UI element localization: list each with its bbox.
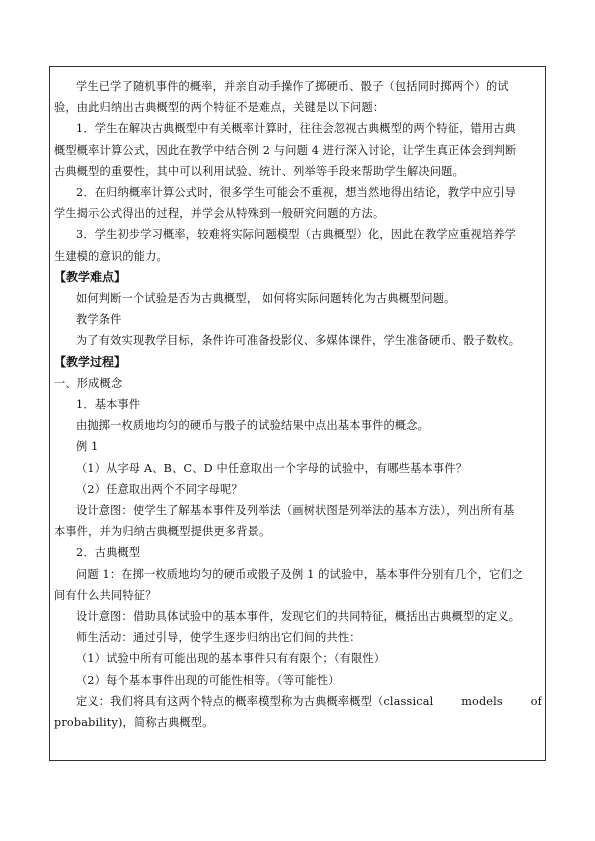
paragraph-point1-line-2: 概型概率计算公式，因此在教学中结合例 2 与问题 4 进行深入讨论，让学生真正体会到判断 bbox=[54, 143, 517, 157]
example-label: 例 1 bbox=[76, 440, 99, 454]
definition-line-1 bbox=[54, 691, 542, 712]
example-question-2: （2）任意取出两个不同字母呢？ bbox=[76, 482, 243, 496]
paragraph-point2-line-2: 学生揭示公式得出的过程，并学会从特殊到一般研究问题的方法。 bbox=[54, 207, 385, 221]
document-body bbox=[54, 76, 542, 733]
trait-finiteness: （1）试验中所有可能出现的基本事件只有有限个；（有限性） bbox=[76, 652, 386, 666]
paragraph-point1-line-1: 1．学生在解决古典概型中有关概率计算时，往往会忽视古典概型的两个特征，错用古典 bbox=[76, 122, 517, 136]
teacher-student-activity: 师生活动：通过引导，使学生逐步归纳出它们间的共性： bbox=[76, 631, 361, 645]
paragraph-intro-line-2: 验，由此归纳出古典概型的两个特征不是难点，关键是以下问题： bbox=[54, 101, 385, 115]
subheading-classical-model: 2．古典概型 bbox=[76, 546, 141, 560]
part-forming-concept: 一、形成概念 bbox=[54, 376, 123, 390]
conditions-label: 教学条件 bbox=[76, 313, 122, 327]
trait-equal-likelihood: （2）每个基本事件出现的可能性相等。（等可能性） bbox=[76, 673, 340, 687]
paragraph-point3-line-2: 生建模的意识的能力。 bbox=[54, 249, 168, 263]
definition-part-2: models bbox=[461, 694, 503, 708]
difficulty-text: 如何判断一个试验是否为古典概型， 如何将实际问题转化为古典概型问题。 bbox=[76, 292, 456, 306]
paragraph-point3-line-1: 3．学生初步学习概率，较难将实际问题模型（古典概型）化，因此在教学应重视培养学 bbox=[76, 228, 517, 242]
definition-part-3: of bbox=[530, 694, 542, 708]
heading-teaching-process: 【教学过程】 bbox=[54, 354, 127, 369]
basic-event-text: 由抛掷一枚质地均匀的硬币与骰子的试验结果中点出基本事件的概念。 bbox=[76, 419, 430, 433]
question-1-line-2: 间有什么共同特征？ bbox=[54, 588, 157, 602]
heading-teaching-difficulty: 【教学难点】 bbox=[54, 269, 127, 284]
design-intent-1-line-1: 设计意图：使学生了解基本事件及列举法（画树状图是列举法的基本方法），列出所有基 bbox=[76, 504, 515, 518]
question-1-line-1: 问题 1：在掷一枚质地均匀的硬币或骰子及例 1 的试验中，基本事件分别有几个，它们之 bbox=[76, 567, 524, 581]
design-intent-2: 设计意图：借助具体试验中的基本事件，发现它们的共同特征，概括出古典概型的定义。 bbox=[76, 610, 521, 624]
paragraph-point2-line-1: 2．在归纳概率计算公式时，很多学生可能会不重视，想当然地得出结论，教学中应引导 bbox=[76, 186, 517, 200]
paragraph-intro-line-1: 学生已学了随机事件的概率，并亲自动手操作了掷硬币、骰子（包括同时掷两个）的试 bbox=[76, 80, 509, 93]
paragraph-point1-line-3: 古典概型的重要性，其中可以利用试验、统计、列举等手段来帮助学生解决问题。 bbox=[54, 164, 464, 178]
conditions-text: 为了有效实现教学目标，条件许可准备投影仪、多媒体课件，学生准备硬币、骰子数枚。 bbox=[76, 334, 521, 348]
subheading-basic-event: 1．基本事件 bbox=[76, 398, 141, 412]
design-intent-1-line-2: 本事件，并为归纳古典概型提供更多背景。 bbox=[54, 525, 271, 539]
definition-part-1: 定义：我们将具有这两个特点的概率模型称为古典概率概型（classical bbox=[76, 694, 434, 708]
example-question-1: （1）从字母 A、B、C、D 中任意取出一个字母的试验中，有哪些基本事件？ bbox=[76, 461, 468, 475]
definition-line-2: probability)，简称古典概型。 bbox=[54, 716, 214, 730]
